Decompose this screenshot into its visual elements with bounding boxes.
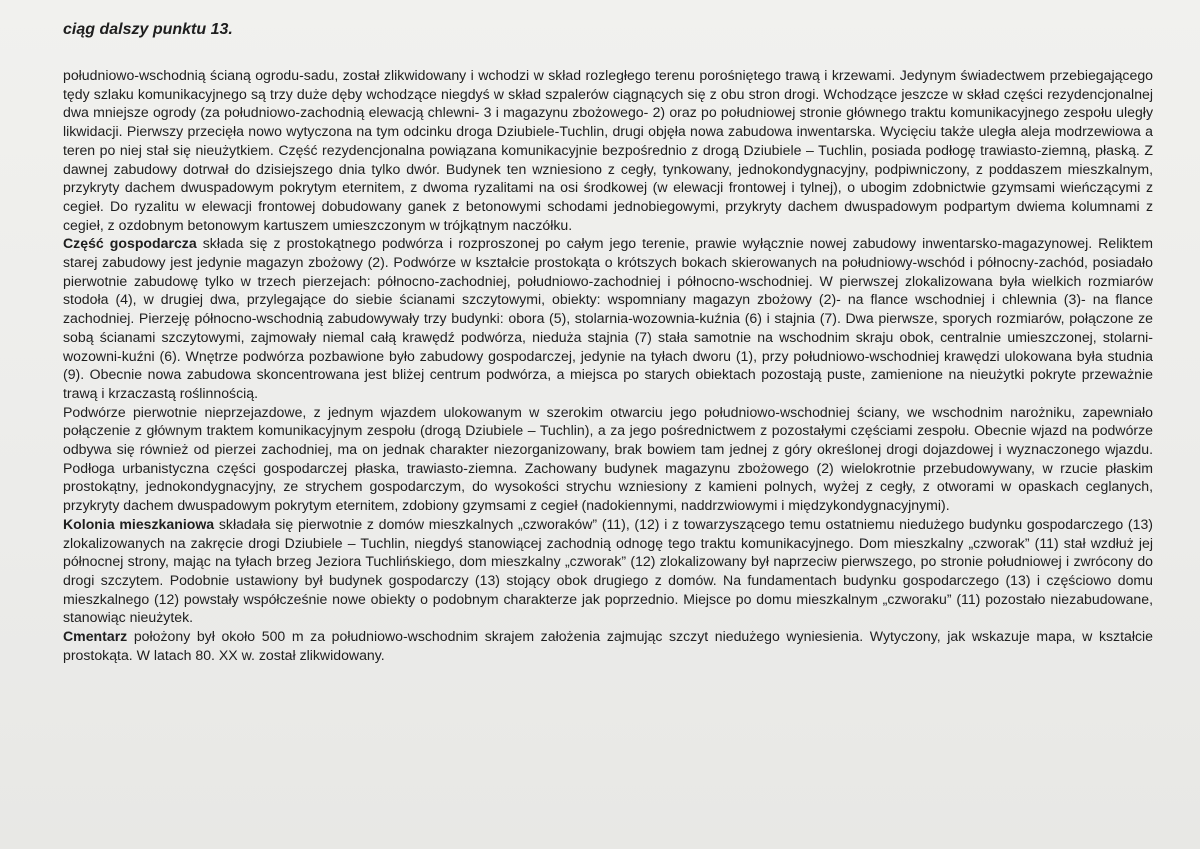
paragraph-farm-part xyxy=(63,234,1153,402)
section-lead: Cmentarz xyxy=(63,628,128,645)
paragraph-residential xyxy=(63,66,1153,234)
paragraph-text: położony był około 500 m za południowo-wschodnim skrajem założenia zajmując szczyt niedużego wyniesienia. Wytyczony, jak wskazuje mapa, w kształcie prostokąta. W latach 80. XX w. został zlikwidowany. xyxy=(63,628,1153,663)
section-lead: Część gospodarcza xyxy=(63,235,197,252)
page-heading: ciąg dalszy punktu 13. xyxy=(63,21,233,38)
paragraph-housing-colony xyxy=(63,515,1153,627)
document-body xyxy=(63,66,1153,665)
paragraph-text: Podwórze pierwotnie nieprzejazdowe, z jednym wjazdem ulokowanym w szerokim otwarciu jego południowo-wschodniej ściany, we wschodnim narożniku, zapewniało połączenie z głównym traktem komunikacyjnym zespołu (drogą Dziubiele – Tuchlin), a za jego pośrednictwem z pozostałymi częściami zespołu. Obecnie wjazd na podwórze odbywa się również od pierzei zachodniej, ma on jednak charakter niezorganizowany, brak bowiem tam jednej z góry określonej drogi dojazdowej i wyznaczonego wjazdu. Podłoga urbanistyczna części gospodarczej płaska, trawiasto-ziemna. Zachowany budynek magazynu zbożowego (2) wielokrotnie przebudowywany, w rzucie płaskim prostokątny, jednokondygnacyjny, ze strychem gospodarczym, do wysokości strychu wzniesiony z kamieni polnych, wyżej z cegły, z otworami w opaskach ceglanych, przykryty dachem dwuspadowym pokrytym eternitem, zdobiony gzymsami z cegieł (nadokiennymi, naddrzwiowymi i międzykondygnacyjnymi). xyxy=(63,403,1153,514)
paragraph-courtyard xyxy=(63,403,1153,515)
paragraph-cemetery xyxy=(63,627,1153,664)
paragraph-text: południowo-wschodnią ścianą ogrodu-sadu, został zlikwidowany i wchodzi w skład rozległego terenu porośniętego trawą i krzewami. Jedynym świadectwem przebiegającego tędy szlaku komunikacyjnego są trzy duże dęby wchodzące niegdyś w skład szpalerów ciągnących się z obu stron drogi. Wchodzące jeszcze w skład części rezydencjonalnej dwa mniejsze ogrody (za południowo-zachodnią elewacją chlewni- 3 i magazynu zbożowego- 2) oraz po południowej stronie głównego traktu komunikacyjnego zespołu uległy likwidacji. Pierwszy przecięła nowo wytyczona na tym odcinku droga Dziubiele-Tuchlin, drugi objęła nowa zabudowa inwentarska. Wycięciu także uległa aleja modrzewiowa a teren po niej stał się nieużytkiem. Część rezydencjonalna powiązana komunikacyjnie bezpośrednio z drogą Dziubiele – Tuchlin, posiada podłogę trawiasto-ziemną, płaską. Z dawnej zabudowy dotrwał do dzisiejszego dnia tylko dwór. Budynek ten wzniesiono z cegły, tynkowany, jednokondygnacyjny, podpiwniczony, z poddaszem mieszkalnym, przykryty dachem dwuspadowym pokrytym eternitem, z dwoma ryzalitami na osi środkowej (w elewacji frontowej i tylnej), o ubogim zdobnictwie gzymsami wieńczącymi z cegieł. Do ryzalitu w elewacji frontowej dobudowany ganek z betonowymi schodami jednobiegowymi, przykryty dachem dwuspadowym podpartym dwiema kolumnami z cegieł, z ozdobnym betonowym kartuszem umieszczonym w trójkątnym naczółku. xyxy=(63,67,1153,233)
paragraph-text: składa się z prostokątnego podwórza i rozproszonej po całym jego terenie, prawie wyłącznie nowej zabudowy inwentarsko-magazynowej. Reliktem starej zabudowy jest jedynie magazyn zbożowy (2). Podwórze w kształcie prostokąta o krótszych bokach skierowanych na południowy-wschód i północny-zachód, posiadało pierwotnie zabudowę tylko w trzech pierzejach: północno-zachodniej, południowo-zachodniej i północno-wschodniej. W pierwszej zlokalizowana była wielkich rozmiarów stodoła (4), w drugiej dwa, przylegające do siebie ścianami szczytowymi, obiekty: wspomniany magazyn zbożowy (2)- na flance wschodniej i chlewnia (3)- na flance zachodniej. Pierzeję północno-wschodnią zabudowywały trzy budynki: obora (5), stolarnia-wozownia-kuźnia (6) i stajnia (7). Dwa pierwsze, sporych rozmiarów, połączone ze sobą ścianami szczytowymi, zajmowały niemal całą krawędź podwórza, nieduża stajnia (7) stała samotnie na wschodnim skraju obok, centralnie umieszczonej, stolarni-wozowni-kuźni (6). Wnętrze podwórza pozbawione było zabudowy gospodarczej, jedynie na tyłach dworu (1), przy południowo-wschodniej krawędzi ulokowana była studnia (9). Obecnie nowa zabudowa skoncentrowana jest bliżej centrum podwórza, a miejsca po starych obiektach pozostają puste, zamienione na nieużytki pokryte przeważnie trawą i krzaczastą roślinnością. xyxy=(63,235,1153,401)
paragraph-text: składała się pierwotnie z domów mieszkalnych „czworaków” (11), (12) i z towarzyszącego temu ostatniemu niedużego budynku gospodarczego (13) zlokalizowanych na zakręcie drogi Dziubiele – Tuchlin, niegdyś stanowiącej zachodnią odnogę tego traktu komunikacyjnego. Dom mieszkalny „czworak” (11) stał wzdłuż jej północnej strony, mając na tyłach brzeg Jeziora Tuchlińskiego, dom mieszkalny „czworak” (12) zlokalizowany był naprzeciw pierwszego, po stronie południowej i zwrócony do drogi szczytem. Podobnie ustawiony był budynek gospodarczy (13) stojący obok drugiego z domów. Na fundamentach budynku gospodarczego (13) i częściowo domu mieszkalnego (12) powstały współcześnie nowe obiekty o podobnym charakterze jak poprzednio. Miejsce po domu mieszkalnym „czworaku” (11) pozostało niezabudowane, stanowiąc nieużytek. xyxy=(63,515,1153,626)
section-lead: Kolonia mieszkaniowa xyxy=(63,515,215,532)
